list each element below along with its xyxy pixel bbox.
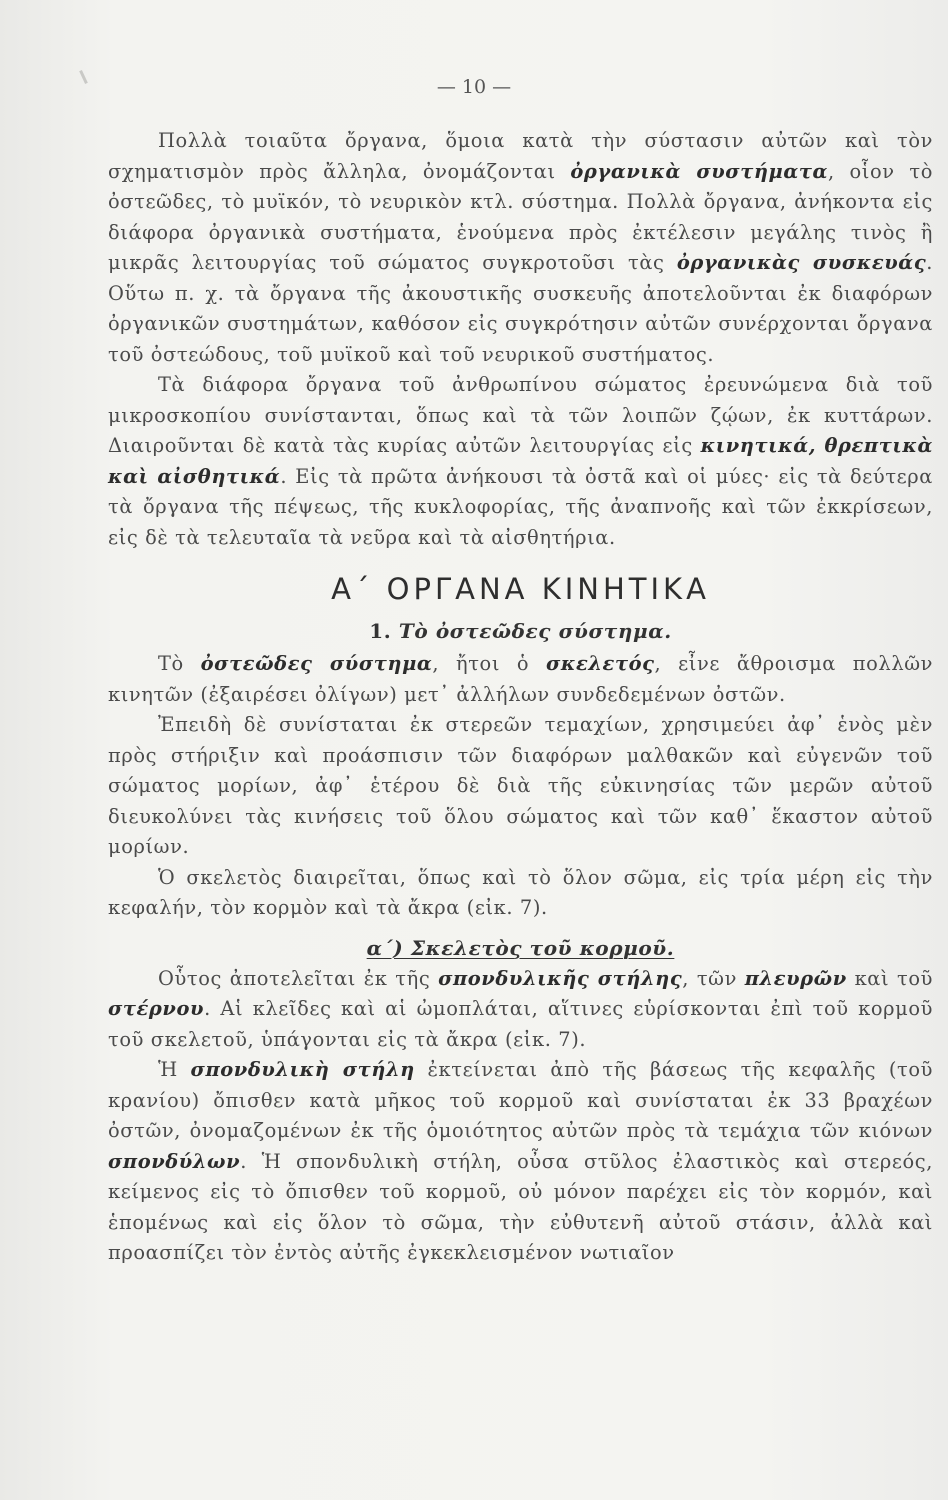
text-run: ἐκτείνεται ἀπὸ τῆς βάσεως τῆς κεφαλῆς (τοῦ κρανίου) ὄπισθεν κατὰ μῆκος τοῦ κορμοῦ καὶ συνίσταται ἐκ 33 βραχέων ὀστῶν, ὀνομαζομένων ἐκ τῆς ὁμοιότητος αὐτῶν πρὸς τὰ τεμάχια τῶν κιόνων bbox=[108, 1058, 933, 1142]
emphasized-term: σπονδύλων bbox=[108, 1149, 241, 1173]
paragraph bbox=[108, 863, 933, 924]
skeleton-paragraphs bbox=[108, 649, 933, 924]
paragraph bbox=[108, 649, 933, 710]
sub-heading-number: 1. bbox=[369, 619, 399, 643]
text-run: καὶ τοῦ bbox=[846, 966, 933, 990]
text-run: Τὸ bbox=[158, 652, 201, 675]
text-run: . Οὕτω π. χ. τὰ ὄργανα τῆς ἀκουστικῆς συσκευῆς ἀποτελοῦνται ἐκ διαφόρων ὀργανικῶν συστημάτων, καθόσον εἰς συγκρότησιν αὐτῶν συνέρχονται ὄργανα τοῦ ὀστεώδους, τοῦ μυϊκοῦ καὶ τοῦ νευρικοῦ συστήματος. bbox=[108, 251, 933, 366]
paragraph bbox=[108, 370, 933, 553]
text-run: Ἡ bbox=[158, 1058, 191, 1081]
paragraph bbox=[108, 1055, 933, 1269]
trunk-paragraphs bbox=[108, 964, 933, 1269]
text-run: Οὗτος ἀποτελεῖται ἐκ τῆς bbox=[158, 966, 439, 990]
subsection-heading: α΄) Σκελετὸς τοῦ κορμοῦ. bbox=[366, 935, 675, 960]
text-run: . Εἰς τὰ πρῶτα ἀνήκουσι τὰ ὀστᾶ καὶ οἱ μύες· εἰς τὰ δεύτερα τὰ ὄργανα τῆς πέψεως, τῆς κυκλοφορίας, τῆς ἀναπνοῆς καὶ τῶν ἐκκρίσεων, εἰς δὲ τὰ τελευταῖα τὰ νεῦρα καὶ τὰ αἰσθητήρια. bbox=[108, 464, 933, 549]
paragraph bbox=[108, 710, 933, 863]
page-body bbox=[108, 126, 933, 1269]
emphasized-term: ὀργανικὰ συστήματα bbox=[570, 159, 829, 183]
text-run: , οἷον τὸ ὀστεῶδες, τὸ μυϊκόν, τὸ νευρικὸν κτλ. σύστημα. Πολλὰ ὄργανα, ἀνήκοντα εἰς διάφορα ὀργανικὰ συστήματα, ἑνούμενα πρὸς ἐκτέλεσιν μεγάλης τινὸς ἢ μικρᾶς λειτουργίας τοῦ σώματος συγκροτοῦσι τὰς bbox=[108, 159, 933, 274]
emphasized-term: ὀστεῶδες σύστημα bbox=[200, 652, 433, 675]
text-run: Τὰ διάφορα ὄργανα τοῦ ἀνθρωπίνου σώματος ἐρευνώμενα διὰ τοῦ μικροσκοπίου συνίστανται, ὅπως καὶ τὰ τῶν λοιπῶν ζῴων, ἐκ κυττάρων. Διαιροῦνται δὲ κατὰ τὰς κυρίας αὐτῶν λειτουργίας εἰς bbox=[108, 373, 933, 457]
emphasized-term: σκελετός bbox=[545, 652, 655, 675]
text-run: Ἐπειδὴ δὲ συνίσταται ἐκ στερεῶν τεμαχίων, χρησιμεύει ἀφ᾽ ἑνὸς μὲν πρὸς στήριξιν καὶ προάσπισιν τῶν διαφόρων μαλθακῶν καὶ εὐγενῶν τοῦ σώματος μορίων, ἀφ᾽ ἑτέρου δὲ διὰ τῆς εὐκινησίας τῶν μερῶν αὐτοῦ διευκολύνει τὰς κινήσεις τοῦ ὅλου σώματος καὶ τῶν καθ᾽ ἕκαστον αὐτοῦ μορίων. bbox=[108, 713, 933, 858]
emphasized-term: σπονδυλικῆς στήλης bbox=[438, 966, 683, 990]
text-run: , εἶνε ἄθροισμα πολλῶν κινητῶν (ἐξαιρέσει ὀλίγων) μετ᾽ ἀλλήλων συνδεδεμένων ὀστῶν. bbox=[108, 652, 934, 706]
section-heading: Α΄ ΟΡΓΑΝΑ ΚΙΝΗΤΙΚΑ bbox=[331, 572, 710, 606]
text-run: Πολλὰ τοιαῦτα ὄργανα, ὅμοια κατὰ τὴν σύστασιν αὐτῶν καὶ τὸν σχηματισμὸν πρὸς ἄλληλα, ὀνομάζονται bbox=[108, 129, 933, 183]
intro-paragraphs bbox=[108, 126, 933, 553]
text-run: , τῶν bbox=[682, 966, 745, 990]
text-run: Ὁ σκελετὸς διαιρεῖται, ὅπως καὶ τὸ ὅλον σῶμα, εἰς τρία μέρη εἰς τὴν κεφαλήν, τὸν κορμὸν καὶ τὰ ἄκρα (εἰκ. 7). bbox=[108, 865, 933, 919]
emphasized-term: ὀργανικὰς συσκευάς bbox=[676, 251, 927, 274]
text-run: . Αἱ κλεῖδες καὶ αἱ ὠμοπλάται, αἵτινες εὑρίσκονται ἐπὶ τοῦ κορμοῦ τοῦ σκελετοῦ, ὑπάγονται εἰς τὰ ἄκρα (εἰκ. 7). bbox=[108, 997, 933, 1051]
sub-heading-title: Τὸ ὀστεῶδες σύστημα. bbox=[398, 619, 672, 643]
text-run: , ἤτοι ὁ bbox=[432, 652, 546, 675]
sub-heading bbox=[108, 615, 933, 647]
page-number: — 10 — bbox=[436, 76, 512, 98]
text-run: . Ἡ σπονδυλικὴ στήλη, οὖσα στῦλος ἐλαστικὸς καὶ στερεός, κείμενος εἰς τὸ ὄπισθεν τοῦ κορμοῦ, οὐ μόνον παρέχει εἰς τὸν κορμόν, καὶ ἑπομένως καὶ εἰς ὅλον τὸ σῶμα, τὴν εὐθυτενῆ αὐτοῦ στάσιν, ἀλλὰ καὶ προασπίζει τὸν ἐντὸς αὐτῆς ἐγκεκλεισμένον νωτιαῖον bbox=[108, 1149, 933, 1264]
emphasized-term: σπονδυλικὴ στήλη bbox=[190, 1058, 415, 1081]
paragraph bbox=[108, 964, 933, 1056]
emphasized-term: πλευρῶν bbox=[744, 966, 847, 990]
paragraph bbox=[108, 126, 933, 370]
emphasized-term: κινητικά, θρεπτικὰ καὶ αἰσθητικά bbox=[108, 434, 933, 488]
emphasized-term: στέρνου bbox=[108, 997, 205, 1020]
